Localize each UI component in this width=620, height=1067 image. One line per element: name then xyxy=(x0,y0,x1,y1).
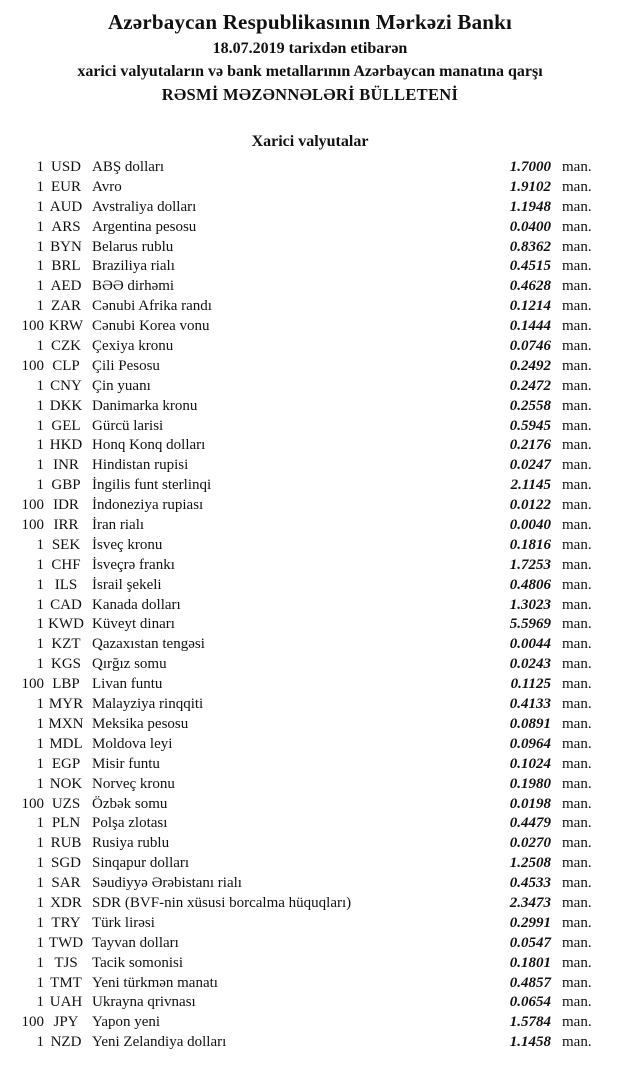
currency-code-cell: GBP xyxy=(51,477,81,494)
qty-cell: 1 xyxy=(36,954,44,971)
unit-cell: man. xyxy=(562,357,592,374)
currency-code-cell: TMT xyxy=(50,974,82,991)
unit-cell: man. xyxy=(562,636,592,653)
unit-cell: man. xyxy=(562,576,592,593)
unit-cell: man. xyxy=(562,596,592,613)
currency-name-cell: Türk lirəsi xyxy=(92,914,155,931)
currency-name-cell: Cənubi Afrika randı xyxy=(92,298,212,315)
currency-name-cell: İndoneziya rupiası xyxy=(92,497,204,514)
qty-cell: 1 xyxy=(36,855,44,872)
table-row xyxy=(0,277,600,297)
currency-code-cell: MYR xyxy=(48,696,84,713)
rate-cell: 0.4533 xyxy=(509,875,551,892)
section-title-foreign-currencies: Xarici valyutalar xyxy=(251,133,369,150)
currency-code-cell: ARS xyxy=(51,218,81,235)
currency-code-cell: TWD xyxy=(48,934,84,951)
table-row xyxy=(0,874,600,894)
qty-cell: 100 xyxy=(21,497,44,514)
qty-cell: 100 xyxy=(21,357,44,374)
rate-cell: 0.0044 xyxy=(509,636,551,653)
rate-cell: 0.4806 xyxy=(509,576,551,593)
unit-cell: man. xyxy=(562,218,592,235)
currency-name-cell: Danimarka kronu xyxy=(92,397,198,414)
currency-code-cell: KRW xyxy=(48,318,84,335)
unit-cell: man. xyxy=(562,417,592,434)
currency-name-cell: Yeni Zelandiya dolları xyxy=(92,1034,227,1051)
qty-cell: 100 xyxy=(21,676,44,693)
unit-cell: man. xyxy=(562,616,592,633)
qty-cell: 1 xyxy=(36,298,44,315)
table-row xyxy=(0,456,600,476)
effective-date-line: 18.07.2019 tarixdən etibarən xyxy=(212,40,408,57)
subtitle-line: xarici valyutaların və bank metallarının Azərbaycan manatına qarşı xyxy=(77,63,543,80)
rate-cell: 0.0547 xyxy=(509,934,551,951)
currency-code-cell: RUB xyxy=(50,835,82,852)
rate-cell: 0.8362 xyxy=(509,238,551,255)
currency-name-cell: Çexiya kronu xyxy=(92,338,174,355)
currency-name-cell: Qırğız somu xyxy=(92,656,167,673)
table-row xyxy=(0,596,600,616)
currency-name-cell: Tayvan dolları xyxy=(92,934,179,951)
currency-code-cell: CAD xyxy=(50,596,82,613)
table-row xyxy=(0,198,600,218)
currency-code-cell: AED xyxy=(50,278,82,295)
qty-cell: 1 xyxy=(36,556,44,573)
qty-cell: 1 xyxy=(36,755,44,772)
currency-name-cell: Özbək somu xyxy=(92,795,168,812)
qty-cell: 1 xyxy=(36,994,44,1011)
unit-cell: man. xyxy=(562,298,592,315)
currency-name-cell: Çin yuanı xyxy=(92,377,151,394)
qty-cell: 1 xyxy=(36,656,44,673)
currency-name-cell: Küveyt dinarı xyxy=(92,616,175,633)
currency-name-cell: Argentina pesosu xyxy=(92,218,197,235)
currency-code-cell: HKD xyxy=(49,437,83,454)
rate-cell: 0.1980 xyxy=(509,775,551,792)
unit-cell: man. xyxy=(562,994,592,1011)
currency-name-cell: Ukrayna qrivnası xyxy=(92,994,196,1011)
table-row xyxy=(0,496,600,516)
unit-cell: man. xyxy=(562,835,592,852)
table-row xyxy=(0,218,600,238)
unit-cell: man. xyxy=(562,1034,592,1051)
table-row xyxy=(0,297,600,317)
table-row xyxy=(0,397,600,417)
currency-code-cell: JPY xyxy=(53,1014,79,1031)
qty-cell: 100 xyxy=(21,517,44,534)
table-row xyxy=(0,894,600,914)
currency-name-cell: İran rialı xyxy=(92,517,145,534)
currency-name-cell: Misir funtu xyxy=(92,755,160,772)
rate-cell: 1.1948 xyxy=(509,198,551,215)
rate-cell: 0.2176 xyxy=(509,437,551,454)
qty-cell: 1 xyxy=(36,218,44,235)
qty-cell: 1 xyxy=(36,715,44,732)
unit-cell: man. xyxy=(562,755,592,772)
table-row xyxy=(0,974,600,994)
qty-cell: 1 xyxy=(36,894,44,911)
qty-cell: 1 xyxy=(36,914,44,931)
unit-cell: man. xyxy=(562,457,592,474)
bank-name-title: Azərbaycan Respublikasının Mərkəzi Bankı xyxy=(107,10,513,34)
rate-cell: 1.5784 xyxy=(509,1014,551,1031)
unit-cell: man. xyxy=(562,875,592,892)
rate-cell: 0.0040 xyxy=(509,517,551,534)
currency-code-cell: CZK xyxy=(51,338,81,355)
currency-code-cell: CLP xyxy=(52,357,80,374)
rate-cell: 1.2508 xyxy=(509,855,551,872)
rate-cell: 1.9102 xyxy=(509,178,551,195)
table-row xyxy=(0,556,600,576)
rate-cell: 5.5969 xyxy=(509,616,551,633)
unit-cell: man. xyxy=(562,954,592,971)
rate-cell: 1.1458 xyxy=(509,1034,551,1051)
currency-code-cell: LBP xyxy=(52,676,80,693)
unit-cell: man. xyxy=(562,914,592,931)
currency-name-cell: İsrail şekeli xyxy=(92,576,162,593)
qty-cell: 1 xyxy=(36,397,44,414)
rate-cell: 0.5945 xyxy=(509,417,551,434)
qty-cell: 1 xyxy=(36,278,44,295)
currency-code-cell: MXN xyxy=(48,715,84,732)
currency-name-cell: Malayziya rinqqiti xyxy=(92,696,204,713)
unit-cell: man. xyxy=(562,795,592,812)
document-header xyxy=(0,0,620,106)
currency-code-cell: SAR xyxy=(51,875,81,892)
currency-name-cell: İsveçrə frankı xyxy=(92,556,175,573)
qty-cell: 1 xyxy=(36,417,44,434)
table-row xyxy=(0,635,600,655)
unit-cell: man. xyxy=(562,536,592,553)
qty-cell: 1 xyxy=(36,457,44,474)
currency-code-cell: BRL xyxy=(51,258,81,275)
table-row xyxy=(0,814,600,834)
unit-cell: man. xyxy=(562,715,592,732)
currency-name-cell: Gürcü larisi xyxy=(92,417,164,434)
qty-cell: 1 xyxy=(36,536,44,553)
unit-cell: man. xyxy=(562,815,592,832)
currency-code-cell: KGS xyxy=(50,656,81,673)
rates-table xyxy=(0,158,620,1053)
table-row xyxy=(0,377,600,397)
currency-code-cell: NOK xyxy=(49,775,83,792)
rate-cell: 0.2472 xyxy=(509,377,551,394)
table-row xyxy=(0,615,600,635)
currency-code-cell: INR xyxy=(53,457,79,474)
unit-cell: man. xyxy=(562,198,592,215)
rate-cell: 0.2492 xyxy=(509,357,551,374)
unit-cell: man. xyxy=(562,159,592,175)
unit-cell: man. xyxy=(562,497,592,514)
currency-name-cell: Yapon yeni xyxy=(92,1014,161,1031)
qty-cell: 1 xyxy=(36,974,44,991)
table-row xyxy=(0,436,600,456)
currency-code-cell: PLN xyxy=(51,815,81,832)
table-row xyxy=(0,795,600,815)
rate-cell: 2.1145 xyxy=(510,477,551,494)
rate-cell: 0.2558 xyxy=(509,397,551,414)
currency-code-cell: XDR xyxy=(50,894,82,911)
unit-cell: man. xyxy=(562,894,592,911)
currency-code-cell: USD xyxy=(50,159,81,175)
table-row xyxy=(0,178,600,198)
table-row xyxy=(0,695,600,715)
rate-cell: 0.2991 xyxy=(509,914,551,931)
unit-cell: man. xyxy=(562,278,592,295)
unit-cell: man. xyxy=(562,517,592,534)
currency-name-cell: Qazaxıstan tengəsi xyxy=(92,636,205,653)
qty-cell: 1 xyxy=(36,735,44,752)
rate-cell: 0.4857 xyxy=(509,974,551,991)
qty-cell: 1 xyxy=(36,696,44,713)
table-row xyxy=(0,158,600,178)
table-row xyxy=(0,655,600,675)
currency-code-cell: CNY xyxy=(50,377,82,394)
currency-code-cell: TRY xyxy=(51,914,81,931)
table-row xyxy=(0,675,600,695)
rate-cell: 0.1816 xyxy=(509,536,551,553)
currency-name-cell: Səudiyyə Ərəbistanı rialı xyxy=(92,875,242,892)
currency-name-cell: Polşa zlotası xyxy=(92,815,168,832)
currency-code-cell: UAH xyxy=(49,994,83,1011)
currency-code-cell: SGD xyxy=(50,855,81,872)
currency-code-cell: GEL xyxy=(51,417,81,434)
rate-cell: 0.0122 xyxy=(509,497,551,514)
table-row xyxy=(0,755,600,775)
table-row xyxy=(0,993,600,1013)
rate-cell: 0.4515 xyxy=(509,258,551,275)
currency-name-cell: Livan funtu xyxy=(92,676,163,693)
rate-cell: 0.1214 xyxy=(509,298,551,315)
currency-code-cell: ILS xyxy=(54,576,78,593)
qty-cell: 1 xyxy=(36,875,44,892)
rate-cell: 1.7000 xyxy=(509,159,551,175)
qty-cell: 1 xyxy=(36,616,44,633)
unit-cell: man. xyxy=(562,318,592,335)
currency-code-cell: EGP xyxy=(51,755,81,772)
rate-cell: 0.1024 xyxy=(509,755,551,772)
qty-cell: 100 xyxy=(21,795,44,812)
currency-code-cell: SEK xyxy=(51,536,81,553)
table-row xyxy=(0,317,600,337)
currency-code-cell: BYN xyxy=(50,238,82,255)
qty-cell: 1 xyxy=(36,1034,44,1051)
currency-name-cell: Avstraliya dolları xyxy=(92,198,197,215)
table-row xyxy=(0,834,600,854)
currency-code-cell: ZAR xyxy=(51,298,81,315)
rate-cell: 0.0400 xyxy=(509,218,551,235)
currency-code-cell: CHF xyxy=(51,556,81,573)
qty-cell: 1 xyxy=(36,238,44,255)
table-row xyxy=(0,1033,600,1053)
rate-cell: 2.3473 xyxy=(509,894,551,911)
table-row xyxy=(0,854,600,874)
currency-name-cell: SDR (BVF-nin xüsusi borcalma hüquqları) xyxy=(92,894,352,911)
unit-cell: man. xyxy=(562,178,592,195)
unit-cell: man. xyxy=(562,855,592,872)
currency-name-cell: İsveç kronu xyxy=(92,536,163,553)
rate-cell: 0.4479 xyxy=(509,815,551,832)
currency-name-cell: Hindistan rupisi xyxy=(92,457,189,474)
table-row xyxy=(0,934,600,954)
rate-cell: 0.0247 xyxy=(509,457,551,474)
table-row xyxy=(0,1013,600,1033)
unit-cell: man. xyxy=(562,377,592,394)
table-row xyxy=(0,417,600,437)
rate-cell: 1.7253 xyxy=(509,556,551,573)
rate-cell: 0.4133 xyxy=(509,696,551,713)
table-row xyxy=(0,775,600,795)
rate-cell: 0.1125 xyxy=(510,676,551,693)
currency-code-cell: KWD xyxy=(48,616,84,633)
unit-cell: man. xyxy=(562,258,592,275)
currency-name-cell: İngilis funt sterlinqi xyxy=(92,477,212,494)
rate-cell: 0.0891 xyxy=(509,715,551,732)
rate-cell: 0.0964 xyxy=(509,735,551,752)
qty-cell: 1 xyxy=(36,596,44,613)
qty-cell: 1 xyxy=(36,835,44,852)
currency-name-cell: Rusiya rublu xyxy=(92,835,170,852)
currency-code-cell: IDR xyxy=(53,497,79,514)
unit-cell: man. xyxy=(562,477,592,494)
rate-cell: 0.4628 xyxy=(509,278,551,295)
rate-cell: 0.0654 xyxy=(509,994,551,1011)
currency-code-cell: DKK xyxy=(49,397,83,414)
currency-code-cell: MDL xyxy=(49,735,83,752)
table-row xyxy=(0,536,600,556)
currency-code-cell: EUR xyxy=(51,178,81,195)
qty-cell: 1 xyxy=(36,198,44,215)
unit-cell: man. xyxy=(562,974,592,991)
table-row xyxy=(0,576,600,596)
rate-cell: 0.0746 xyxy=(509,338,551,355)
unit-cell: man. xyxy=(562,238,592,255)
unit-cell: man. xyxy=(562,556,592,573)
table-row xyxy=(0,516,600,536)
qty-cell: 100 xyxy=(21,1014,44,1031)
bulletin-title: RƏSMİ MƏZƏNNƏLƏRİ BÜLLETENİ xyxy=(161,85,459,104)
rate-cell: 0.0243 xyxy=(509,656,551,673)
rate-cell: 0.1801 xyxy=(509,954,551,971)
unit-cell: man. xyxy=(562,1014,592,1031)
currency-name-cell: Kanada dolları xyxy=(92,596,181,613)
unit-cell: man. xyxy=(562,934,592,951)
currency-name-cell: Belarus rublu xyxy=(92,238,174,255)
currency-name-cell: Avro xyxy=(92,178,122,195)
unit-cell: man. xyxy=(562,338,592,355)
qty-cell: 1 xyxy=(36,377,44,394)
qty-cell: 100 xyxy=(21,318,44,335)
currency-code-cell: AUD xyxy=(49,198,83,215)
currency-name-cell: Yeni türkmən manatı xyxy=(92,974,218,991)
qty-cell: 1 xyxy=(36,437,44,454)
table-row xyxy=(0,476,600,496)
table-row xyxy=(0,715,600,735)
unit-cell: man. xyxy=(562,696,592,713)
unit-cell: man. xyxy=(562,397,592,414)
unit-cell: man. xyxy=(562,775,592,792)
rate-cell: 0.0270 xyxy=(509,835,551,852)
table-row xyxy=(0,238,600,258)
qty-cell: 1 xyxy=(36,775,44,792)
currency-name-cell: Honq Konq dolları xyxy=(92,437,206,454)
qty-cell: 1 xyxy=(36,178,44,195)
qty-cell: 1 xyxy=(36,576,44,593)
table-row xyxy=(0,954,600,974)
table-row xyxy=(0,337,600,357)
unit-cell: man. xyxy=(562,676,592,693)
qty-cell: 1 xyxy=(36,338,44,355)
qty-cell: 1 xyxy=(36,636,44,653)
currency-name-cell: Braziliya rialı xyxy=(92,258,175,275)
currency-code-cell: UZS xyxy=(51,795,81,812)
currency-name-cell: ABŞ dolları xyxy=(92,159,165,175)
qty-cell: 1 xyxy=(36,934,44,951)
currency-name-cell: BƏƏ dirhəmi xyxy=(92,278,175,295)
unit-cell: man. xyxy=(562,735,592,752)
currency-name-cell: Moldova leyi xyxy=(92,735,173,752)
currency-name-cell: Çili Pesosu xyxy=(92,357,160,374)
currency-name-cell: Norveç kronu xyxy=(92,775,175,792)
rate-cell: 0.0198 xyxy=(509,795,551,812)
currency-code-cell: KZT xyxy=(51,636,81,653)
currency-code-cell: IRR xyxy=(53,517,79,534)
currency-name-cell: Sinqapur dolları xyxy=(92,855,190,872)
currency-code-cell: TJS xyxy=(54,954,78,971)
rate-cell: 0.1444 xyxy=(509,318,551,335)
qty-cell: 1 xyxy=(36,477,44,494)
table-row xyxy=(0,357,600,377)
qty-cell: 1 xyxy=(36,815,44,832)
unit-cell: man. xyxy=(562,437,592,454)
qty-cell: 1 xyxy=(36,258,44,275)
currency-name-cell: Cənubi Korea vonu xyxy=(92,318,210,335)
currency-code-cell: NZD xyxy=(50,1034,82,1051)
table-row xyxy=(0,914,600,934)
table-row xyxy=(0,257,600,277)
qty-cell: 1 xyxy=(36,159,44,175)
table-row xyxy=(0,735,600,755)
unit-cell: man. xyxy=(562,656,592,673)
currency-name-cell: Meksika pesosu xyxy=(92,715,189,732)
rate-cell: 1.3023 xyxy=(509,596,551,613)
currency-name-cell: Tacik somonisi xyxy=(92,954,184,971)
